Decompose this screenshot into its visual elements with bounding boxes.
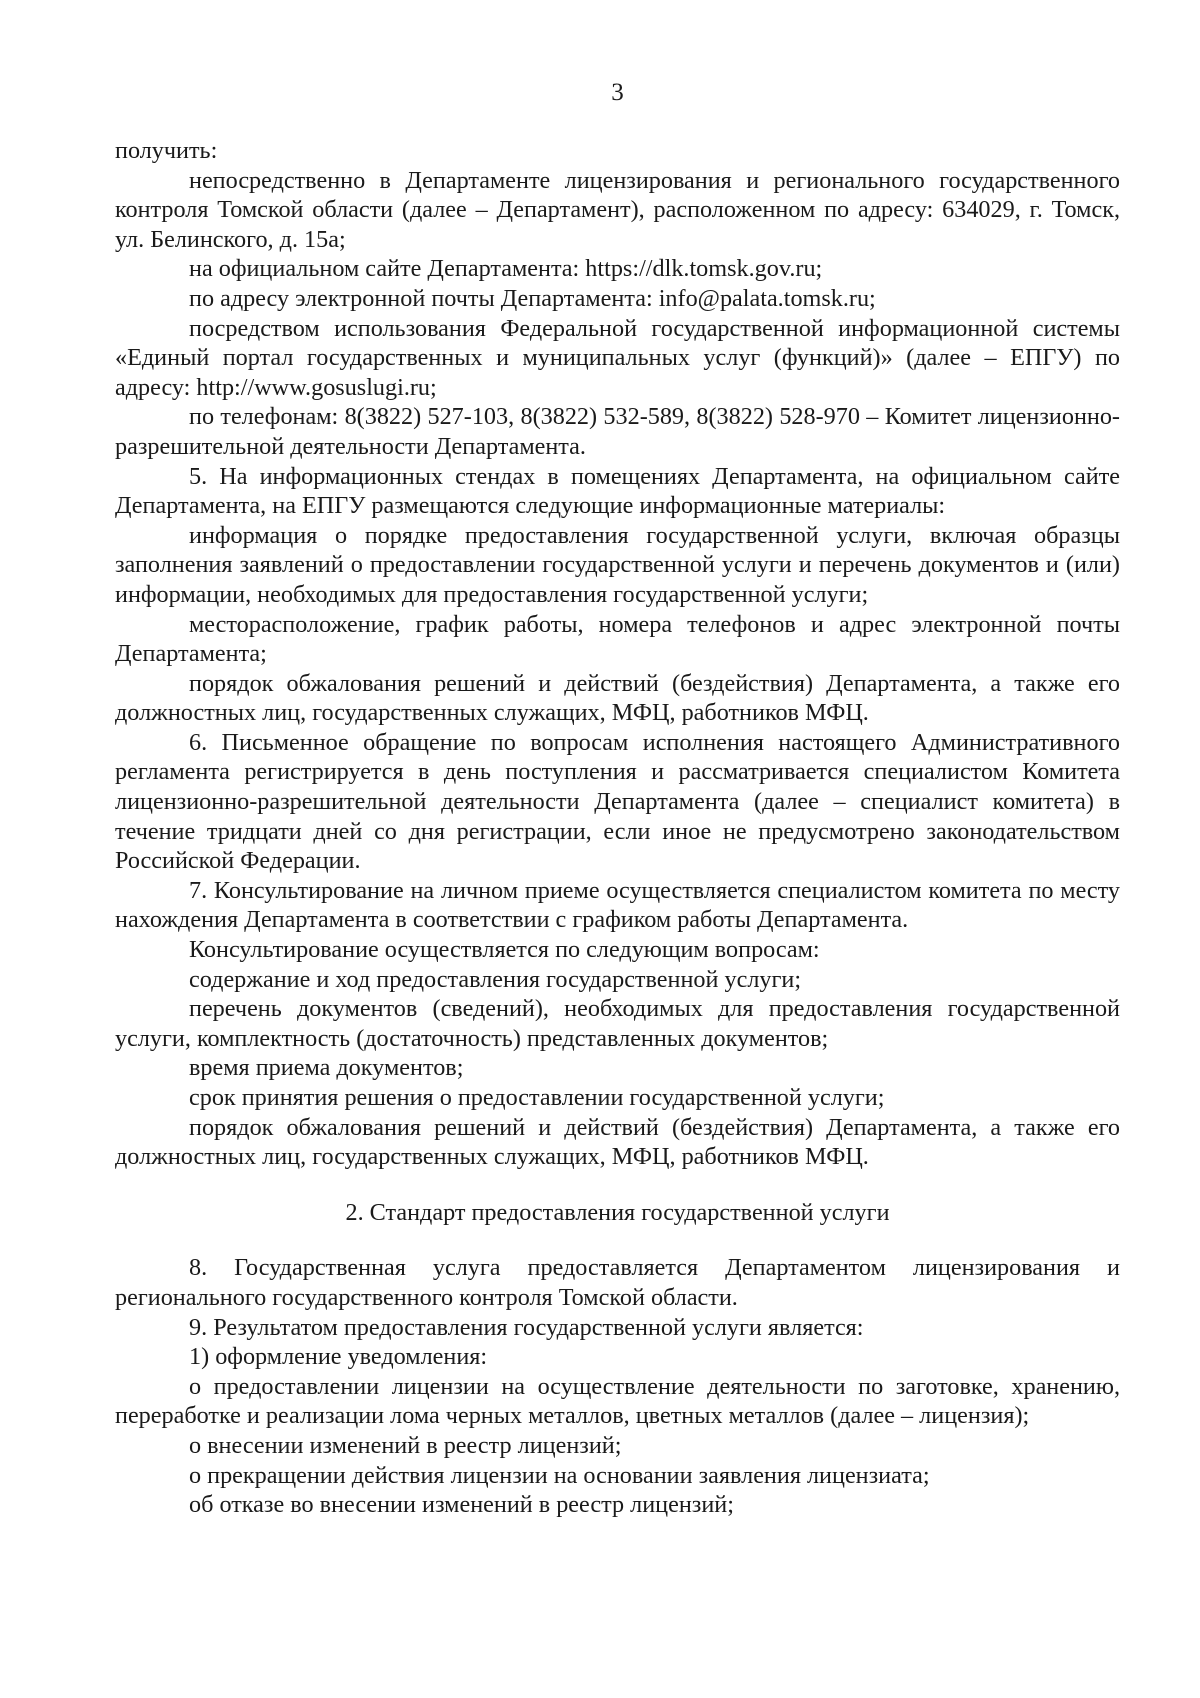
- body-after-heading: [115, 1253, 1120, 1519]
- paragraph: на официальном сайте Департамента: https://dlk.tomsk.gov.ru;: [189, 255, 823, 283]
- paragraph: информация о порядке предоставления государственной услуги, включая образцы заполнения заявлений о предоставлении государственной услуги и перечень документов и (или) информации, необходимых для предоставления государственной услуги;: [115, 521, 1120, 608]
- paragraph: непосредственно в Департаменте лицензирования и регионального государственного контроля Томской области (далее – Департамент), расположенном по адресу: 634029, г. Томск, ул. Белинского, д. 15а;: [115, 166, 1120, 253]
- paragraph: о прекращении действия лицензии на основании заявления лицензиата;: [189, 1461, 930, 1489]
- paragraph: 5. На информационных стендах в помещениях Департамента, на официальном сайте Департамента, на ЕПГУ размещаются следующие информационные материалы:: [115, 462, 1120, 520]
- paragraph: об отказе во внесении изменений в реестр лицензий;: [189, 1491, 734, 1519]
- paragraph: о внесении изменений в реестр лицензий;: [189, 1431, 622, 1459]
- paragraph: содержание и ход предоставления государственной услуги;: [189, 965, 802, 993]
- paragraph: порядок обжалования решений и действий (бездействия) Департамента, а также его должностных лиц, государственных служащих, МФЦ, работников МФЦ.: [115, 1113, 1120, 1171]
- paragraph: по адресу электронной почты Департамента: info@palata.tomsk.ru;: [189, 284, 876, 312]
- paragraph: порядок обжалования решений и действий (бездействия) Департамента, а также его должностных лиц, государственных служащих, МФЦ, работников МФЦ.: [115, 669, 1120, 727]
- paragraph: перечень документов (сведений), необходимых для предоставления государственной услуги, комплектность (достаточность) представленных документов;: [115, 995, 1120, 1052]
- paragraph: срок принятия решения о предоставлении государственной услуги;: [189, 1084, 885, 1111]
- paragraph: 8. Государственная услуга предоставляется Департаментом лицензирования и регионального государственного контроля Томской области.: [115, 1254, 1120, 1311]
- paragraph: о предоставлении лицензии на осуществление деятельности по заготовке, хранению, переработке и реализации лома черных металлов, цветных металлов (далее – лицензия);: [115, 1372, 1120, 1430]
- section-heading: 2. Стандарт предоставления государственной услуги: [345, 1198, 890, 1226]
- paragraph: по телефонам: 8(3822) 527-103, 8(3822) 532-589, 8(3822) 528-970 – Комитет лицензионно-разрешительной деятельности Департамента.: [115, 403, 1120, 460]
- paragraph: получить:: [115, 137, 218, 164]
- body-before-heading: [115, 136, 1120, 1172]
- paragraph: 9. Результатом предоставления государственной услуги является:: [189, 1313, 864, 1341]
- page-number: 3: [611, 79, 624, 106]
- paragraph: 7. Консультирование на личном приеме осуществляется специалистом комитета по месту нахождения Департамента в соответствии с графиком работы Департамента.: [115, 876, 1120, 934]
- paragraph: посредством использования Федеральной государственной информационной системы «Единый портал государственных и муниципальных услуг (функций)» (далее – ЕПГУ) по адресу: http://www.gosuslugi.ru;: [115, 314, 1120, 401]
- paragraph: месторасположение, график работы, номера телефонов и адрес электронной почты Департамента;: [115, 610, 1120, 668]
- paragraph: 1) оформление уведомления:: [189, 1343, 488, 1371]
- paragraph: время приема документов;: [189, 1054, 464, 1082]
- paragraph: Консультирование осуществляется по следующим вопросам:: [189, 936, 820, 964]
- paragraph: 6. Письменное обращение по вопросам исполнения настоящего Административного регламента регистрируется в день поступления и рассматривается специалистом Комитета лицензионно-разрешительной деятельности Департамента (далее – специалист комитета) в течение тридцати дней со дня регистрации, если иное не предусмотрено законодательством Российской Федерации.: [115, 728, 1120, 875]
- document-page: [115, 78, 1120, 1520]
